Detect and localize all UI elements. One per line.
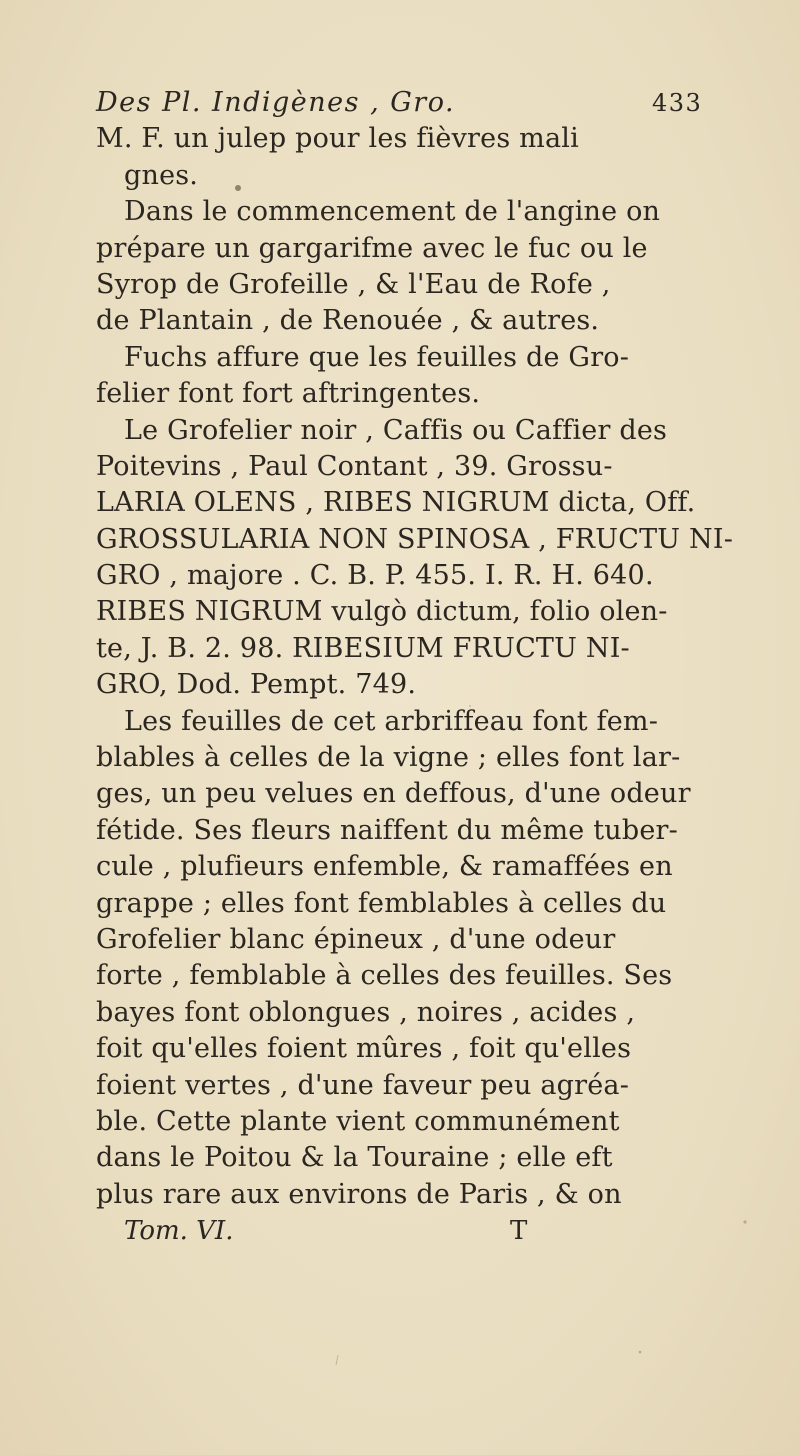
text-line: blables à celles de la vigne ; elles font lar- [96,742,681,774]
text-line: RIBES NIGRUM vulgò dictum, folio olen- [96,596,668,628]
text-line: LARIA OLENS , RIBES NIGRUM dicta, Off. [96,487,696,519]
page-footer [96,1213,716,1249]
text-line: Grofelier blanc épineux , d'une odeur [96,923,616,955]
text-line: GRO , majore . C. B. P. 455. I. R. H. 640. [96,560,654,592]
text-line: ges, un peu velues en deffous, d'une odeur [96,778,691,810]
text-line: bayes font oblongues , noires , acides , [96,996,636,1028]
text-line: Fuchs affure que les feuilles de Gro- [124,341,630,373]
text-line: gnes. [124,159,199,191]
text-line: felier font fort aftringentes. [96,378,481,410]
sheet-mark: T [510,1216,528,1247]
page-text [96,85,734,1249]
text-line: foit qu'elles foient mûres , foit qu'elles [96,1033,632,1065]
text-line: Les feuilles de cet arbriffeau font fem- [124,705,659,737]
text-line: ble. Cette plante vient communément [96,1105,620,1137]
volume-signature: Tom. VI. [124,1216,234,1247]
text-line: foient vertes , d'une faveur peu agréa- [96,1069,630,1101]
text-line: GROSSULARIA NON SPINOSA , FRUCTU NI- [96,523,734,555]
text-line: fétide. Ses fleurs naiffent du même tuber- [96,814,678,846]
text-line: te, J. B. 2. 98. RIBESIUM FRUCTU NI- [96,632,630,664]
text-line: Dans le commencement de l'angine on [124,196,661,228]
text-line: prépare un gargarifme avec le fuc ou le [96,232,648,264]
text-line: Syrop de Grofeille , & l'Eau de Rofe , [96,268,611,300]
text-line: de Plantain , de Renouée , & autres. [96,305,600,337]
text-line: cule , plufieurs enfemble, & ramaffées en [96,851,673,883]
text-line: GRO, Dod. Pempt. 749. [96,669,417,701]
body-text [96,121,734,1213]
text-line: grappe ; elles font femblables à celles du [96,887,667,919]
page-number: 433 [652,89,703,117]
text-line: Poitevins , Paul Contant , 39. Grossu- [96,450,613,482]
text-line: forte , femblable à celles des feuilles. Ses [96,960,673,992]
text-line: plus rare aux environs de Paris , & on [96,1178,622,1210]
text-line: M. F. un julep pour les fièvres mali [96,123,579,155]
running-head-title: Des Pl. Indigènes , Gro. [96,87,456,118]
text-line: Le Grofelier noir , Caffis ou Caffier des [124,414,668,446]
text-line: dans le Poitou & la Touraine ; elle eft [96,1142,613,1174]
running-head [96,85,716,121]
